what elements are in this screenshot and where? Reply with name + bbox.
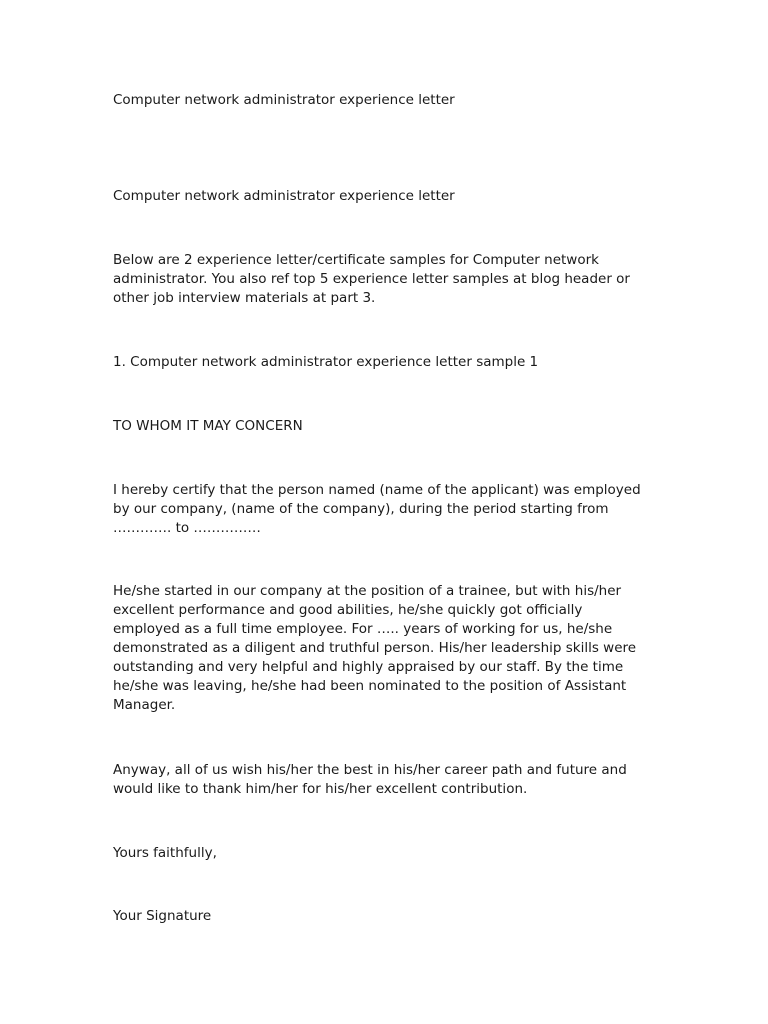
performance-paragraph: He/she started in our company at the position of a trainee, but with his/her excellent performance and good abilities, he/she quickly got officially employed as a full time employee. For ….. years of working for us, he/she demonstrated as a diligent and truthful person. His/her leadership skills were outstanding and very helpful and highly appraised by our staff. By the time he/she was leaving, he/she had been nominated to the position of Assistant Manager. [113, 583, 637, 713]
intro-paragraph: Below are 2 experience letter/certificate samples for Computer network administrator. You also ref top 5 experience letter samples at blog header or other job interview materials at part 3. [113, 252, 630, 306]
wishes-paragraph: Anyway, all of us wish his/her the best in his/her career path and future and would like to thank him/her for his/her excellent contribution. [113, 762, 627, 797]
signature-line: Your Signature [113, 908, 212, 924]
salutation: TO WHOM IT MAY CONCERN [113, 418, 303, 434]
certification-paragraph: I hereby certify that the person named (name of the applicant) was employed by our company, (name of the company), during the period starting from …………. to …………… [113, 482, 641, 536]
document-heading: Computer network administrator experience letter [113, 92, 455, 108]
closing-line: Yours faithfully, [113, 845, 217, 861]
sample-title: 1. Computer network administrator experience letter sample 1 [113, 354, 539, 370]
letter-title: Computer network administrator experience letter [113, 188, 455, 204]
